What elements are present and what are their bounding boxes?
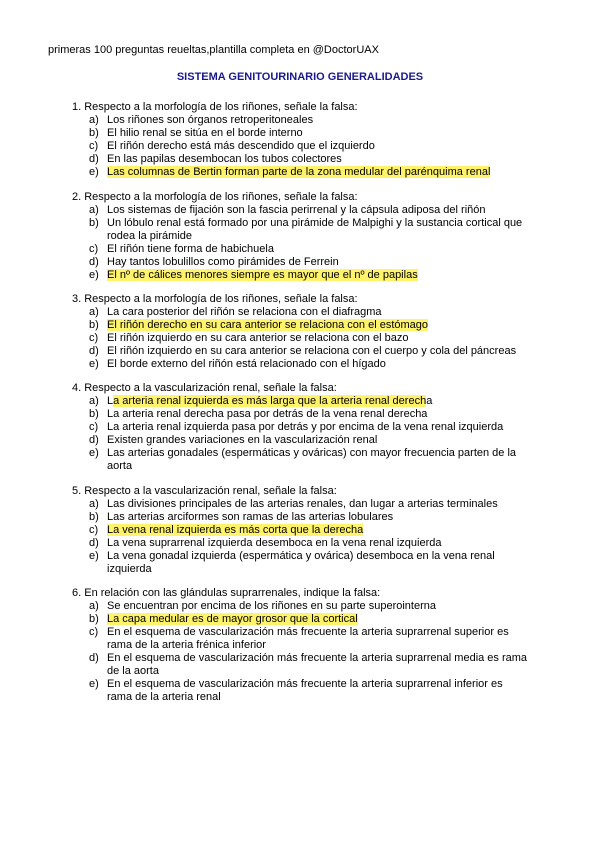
option-text xyxy=(107,306,529,319)
option-letter: b) xyxy=(89,127,99,139)
option-body: La cara posterior del riñón se relaciona con el diafragma xyxy=(107,306,382,318)
option-text xyxy=(107,140,529,153)
option-letter: d) xyxy=(89,434,99,446)
option-text-highlighted xyxy=(107,319,529,332)
option-text xyxy=(107,600,529,613)
answer-option xyxy=(89,550,529,576)
option-body: Las arterias arciformes son ramas de las arterias lobulares xyxy=(107,511,394,523)
option-text xyxy=(107,332,529,345)
option-letter: b) xyxy=(89,408,99,420)
answer-option xyxy=(89,498,529,511)
option-text xyxy=(107,114,529,127)
option-letter: d) xyxy=(89,345,99,357)
option-text-highlighted xyxy=(107,395,529,408)
answer-option xyxy=(89,256,529,269)
answer-option xyxy=(89,114,529,127)
option-body: La arteria renal derecha pasa por detrás de la vena renal derecha xyxy=(107,408,428,420)
option-body: Un lóbulo renal está formado por una pirámide de Malpighi y la sustancia cortical que rodea la pirámide xyxy=(107,217,523,242)
option-text xyxy=(107,243,529,256)
answer-option xyxy=(89,269,529,282)
option-text xyxy=(107,217,529,243)
option-letter: b) xyxy=(89,319,99,331)
option-text xyxy=(107,358,529,371)
option-letter: c) xyxy=(89,421,99,433)
answer-option xyxy=(89,421,529,434)
answer-option xyxy=(89,395,529,408)
answer-option xyxy=(89,153,529,166)
answer-option xyxy=(89,243,529,256)
option-letter: e) xyxy=(89,550,99,562)
option-body: Las divisiones principales de las arterias renales, dan lugar a arterias terminales xyxy=(107,498,498,510)
option-text xyxy=(107,498,529,511)
answer-option xyxy=(89,345,529,358)
highlighted-answer: La capa medular es de mayor grosor que la cortical xyxy=(107,613,358,625)
option-letter: a) xyxy=(89,600,99,612)
answer-option xyxy=(89,613,529,626)
option-text xyxy=(107,345,529,358)
option-letter: b) xyxy=(89,511,99,523)
question-stem: 2. Respecto a la morfología de los riñones, señale la falsa: xyxy=(72,191,358,203)
option-body: La arteria renal izquierda pasa por detrás y por encima de la vena renal izquierda xyxy=(107,421,504,433)
option-body: El borde externo del riñón está relacionado con el hígado xyxy=(107,358,386,370)
option-body: Hay tantos lobulillos como pirámides de Ferrein xyxy=(107,256,339,268)
answer-option xyxy=(89,166,529,179)
highlighted-answer: a arteria renal izquierda es más larga que la arteria renal derech xyxy=(113,395,427,407)
option-body: Existen grandes variaciones en la vascularización renal xyxy=(107,434,378,446)
answer-option xyxy=(89,600,529,613)
option-letter: c) xyxy=(89,140,99,152)
answer-option xyxy=(89,319,529,332)
option-letter: a) xyxy=(89,498,99,510)
question-stem: 5. Respecto a la vascularización renal, señale la falsa: xyxy=(72,485,337,497)
option-body: Las arterias gonadales (espermáticas y ováricas) con mayor frecuencia parten de la aorta xyxy=(107,447,517,472)
answer-option xyxy=(89,217,529,243)
question-stem: 4. Respecto a la vascularización renal, señale la falsa: xyxy=(72,382,337,394)
option-letter: a) xyxy=(89,114,99,126)
option-letter: a) xyxy=(89,395,99,407)
option-letter: c) xyxy=(89,626,99,638)
option-text xyxy=(107,550,529,576)
option-body: En el esquema de vascularización más frecuente la arteria suprarrenal inferior es rama de la arteria renal xyxy=(107,678,503,703)
question-stem: 3. Respecto a la morfología de los riñones, señale la falsa: xyxy=(72,293,358,305)
page-header: primeras 100 preguntas reueltas,plantilla completa en @DoctorUAX xyxy=(48,44,379,56)
answer-option xyxy=(89,447,529,473)
option-letter: d) xyxy=(89,256,99,268)
option-letter: b) xyxy=(89,217,99,229)
option-letter: b) xyxy=(89,613,99,625)
option-body: Se encuentran por encima de los riñones en su parte superointerna xyxy=(107,600,436,612)
highlighted-answer: El nº de cálices menores siempre es mayor que el nº de papilas xyxy=(107,269,418,281)
option-body: Los sistemas de fijación son la fascia perirrenal y la cápsula adiposa del riñón xyxy=(107,204,486,216)
answer-option xyxy=(89,332,529,345)
option-body: El riñón derecho está más descendido que el izquierdo xyxy=(107,140,375,152)
option-text-suffix: a xyxy=(426,395,433,407)
option-text xyxy=(107,447,529,473)
answer-option xyxy=(89,306,529,319)
answer-option xyxy=(89,140,529,153)
option-letter: c) xyxy=(89,243,99,255)
answer-option xyxy=(89,204,529,217)
option-text xyxy=(107,153,529,166)
option-letter: d) xyxy=(89,153,99,165)
answer-option xyxy=(89,652,529,678)
highlighted-answer: La vena renal izquierda es más corta que la derecha xyxy=(107,524,364,536)
option-letter: c) xyxy=(89,332,99,344)
answer-option xyxy=(89,537,529,550)
option-text-highlighted xyxy=(107,269,529,282)
option-letter: e) xyxy=(89,166,99,178)
option-text xyxy=(107,127,529,140)
answer-option xyxy=(89,524,529,537)
option-text xyxy=(107,204,529,217)
option-text xyxy=(107,421,529,434)
option-letter: a) xyxy=(89,204,99,216)
option-text xyxy=(107,652,529,678)
option-text xyxy=(107,434,529,447)
highlighted-answer: El riñón derecho en su cara anterior se relaciona con el estómago xyxy=(107,319,429,331)
option-body: El hilio renal se sitúa en el borde interno xyxy=(107,127,303,139)
answer-option xyxy=(89,626,529,652)
option-text-highlighted xyxy=(107,524,529,537)
question-stem: 1. Respecto a la morfología de los riñones, señale la falsa: xyxy=(72,101,358,113)
highlighted-answer: Las columnas de Bertin forman parte de la zona medular del parénquima renal xyxy=(107,166,491,178)
option-letter: e) xyxy=(89,447,99,459)
answer-option xyxy=(89,434,529,447)
document-title: SISTEMA GENITOURINARIO GENERALIDADES xyxy=(176,71,424,83)
answer-option xyxy=(89,127,529,140)
option-text xyxy=(107,256,529,269)
option-body: La vena suprarrenal izquierda desemboca en la vena renal izquierda xyxy=(107,537,442,549)
option-text xyxy=(107,408,529,421)
option-body: El riñón tiene forma de habichuela xyxy=(107,243,274,255)
option-text xyxy=(107,537,529,550)
option-text-prefix: L xyxy=(107,395,114,407)
answer-option xyxy=(89,678,529,704)
option-body: En el esquema de vascularización más frecuente la arteria suprarrenal media es rama de la aorta xyxy=(107,652,528,677)
option-text xyxy=(107,626,529,652)
question-stem: 6. En relación con las glándulas suprarrenales, indique la falsa: xyxy=(72,587,381,599)
option-body: En las papilas desembocan los tubos colectores xyxy=(107,153,342,165)
option-text-highlighted xyxy=(107,613,529,626)
option-text-highlighted xyxy=(107,166,529,179)
option-text xyxy=(107,678,529,704)
option-letter: e) xyxy=(89,358,99,370)
answer-option xyxy=(89,511,529,524)
option-body: La vena gonadal izquierda (espermática y ovárica) desemboca en la vena renal izquierda xyxy=(107,550,495,575)
option-letter: e) xyxy=(89,269,99,281)
option-letter: d) xyxy=(89,652,99,664)
option-body: En el esquema de vascularización más frecuente la arteria suprarrenal superior es rama de la arteria frénica inferior xyxy=(107,626,509,651)
answer-option xyxy=(89,408,529,421)
option-body: El riñón izquierdo en su cara anterior se relaciona con el cuerpo y cola del páncreas xyxy=(107,345,517,357)
option-letter: e) xyxy=(89,678,99,690)
option-letter: a) xyxy=(89,306,99,318)
option-body: Los riñones son órganos retroperitoneales xyxy=(107,114,314,126)
option-text xyxy=(107,511,529,524)
option-letter: c) xyxy=(89,524,99,536)
option-letter: d) xyxy=(89,537,99,549)
option-body: El riñón izquierdo en su cara anterior se relaciona con el bazo xyxy=(107,332,409,344)
answer-option xyxy=(89,358,529,371)
